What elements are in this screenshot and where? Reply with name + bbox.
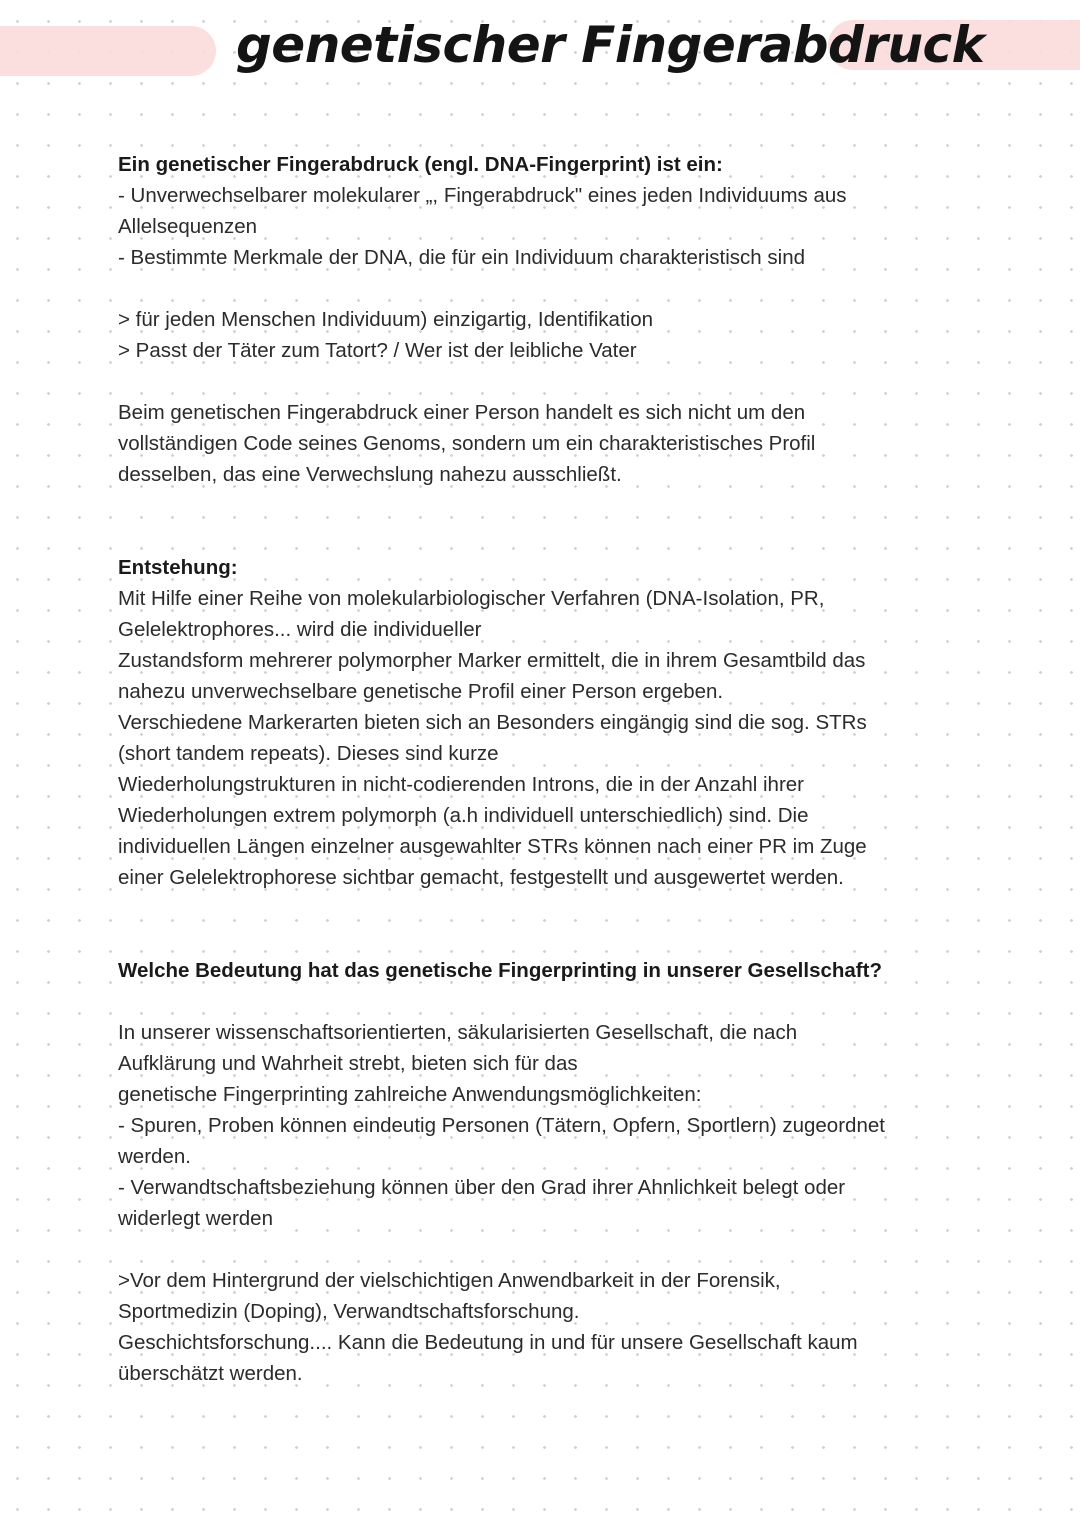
intro-section <box>118 149 988 490</box>
spacer <box>118 366 988 397</box>
bedeutung-line: genetische Fingerprinting zahlreiche Anwendungsmöglichkeiten: <box>118 1083 702 1106</box>
entstehung-line: Wiederholungen extrem polymorph (a.h individuell unterschiedlich) sind. Die <box>118 804 809 827</box>
entstehung-section <box>118 552 988 893</box>
entstehung-line: (short tandem repeats). Dieses sind kurze <box>118 742 499 765</box>
note-content <box>118 149 988 1389</box>
intro-paragraph-line: vollständigen Code seines Genoms, sondern um ein charakteristisches Profil <box>118 432 816 455</box>
intro-paragraph-line: Beim genetischen Fingerabdruck einer Person handelt es sich nicht um den <box>118 401 806 424</box>
entstehung-heading: Entstehung: <box>118 556 238 579</box>
bedeutung-line: - Verwandtschaftsbeziehung können über den Grad ihrer Ahnlichkeit belegt oder <box>118 1176 846 1199</box>
entstehung-line: einer Gelelektrophorese sichtbar gemacht, festgestellt und ausgewertet werden. <box>118 866 844 889</box>
spacer <box>118 924 988 955</box>
entstehung-line: individuellen Längen einzelner ausgewahlter STRs können nach einer PR im Zuge <box>118 835 867 858</box>
spacer <box>118 986 988 1017</box>
intro-arrow-line: > für jeden Menschen Individuum) einzigartig, Identifikation <box>118 308 654 331</box>
intro-paragraph-line: desselben, das eine Verwechslung nahezu ausschließt. <box>118 463 622 486</box>
bedeutung-line: widerlegt werden <box>118 1207 273 1230</box>
title-highlight-left <box>0 26 216 76</box>
intro-arrow-line: > Passt der Täter zum Tatort? / Wer ist der leibliche Vater <box>118 339 637 362</box>
entstehung-line: Wiederholungstrukturen in nicht-codierenden Introns, die in der Anzahl ihrer <box>118 773 804 796</box>
spacer <box>118 893 988 924</box>
entstehung-line: Mit Hilfe einer Reihe von molekularbiologischer Verfahren (DNA-Isolation, PR, <box>118 587 825 610</box>
bedeutung-conclusion-line: Geschichtsforschung.... Kann die Bedeutung in und für unsere Gesellschaft kaum <box>118 1331 858 1354</box>
bedeutung-conclusion-line: überschätzt werden. <box>118 1362 303 1385</box>
intro-line: - Unverwechselbarer molekularer „, Fingerabdruck" eines jeden Individuums aus <box>118 184 847 207</box>
entstehung-line: Verschiedene Markerarten bieten sich an Besonders eingängig sind die sog. STRs <box>118 711 867 734</box>
bedeutung-heading: Welche Bedeutung hat das genetische Fingerprinting in unserer Gesellschaft? <box>118 959 882 982</box>
spacer <box>118 490 988 521</box>
bedeutung-conclusion-line: >Vor dem Hintergrund der vielschichtigen Anwendbarkeit in der Forensik, <box>118 1269 781 1292</box>
bedeutung-line: werden. <box>118 1145 191 1168</box>
bedeutung-section <box>118 955 988 1389</box>
spacer <box>118 521 988 552</box>
entstehung-line: Zustandsform mehrerer polymorpher Marker ermittelt, die in ihrem Gesamtbild das <box>118 649 866 672</box>
entstehung-line: nahezu unverwechselbare genetische Profil einer Person ergeben. <box>118 680 724 703</box>
entstehung-line: Gelelektrophores... wird die individueller <box>118 618 482 641</box>
bedeutung-line: Aufklärung und Wahrheit strebt, bieten sich für das <box>118 1052 578 1075</box>
intro-line: Allelsequenzen <box>118 215 258 238</box>
spacer <box>118 273 988 304</box>
intro-line: - Bestimmte Merkmale der DNA, die für ein Individuum charakteristisch sind <box>118 246 805 269</box>
bedeutung-line: In unserer wissenschaftsorientierten, säkularisierten Gesellschaft, die nach <box>118 1021 798 1044</box>
bedeutung-line: - Spuren, Proben können eindeutig Personen (Tätern, Opfern, Sportlern) zugeordnet <box>118 1114 885 1137</box>
page-title: genetischer Fingerabdruck <box>236 16 985 74</box>
spacer <box>118 1234 988 1265</box>
intro-heading: Ein genetischer Fingerabdruck (engl. DNA-Fingerprint) ist ein: <box>118 153 723 176</box>
bedeutung-conclusion-line: Sportmedizin (Doping), Verwandtschaftsforschung. <box>118 1300 580 1323</box>
